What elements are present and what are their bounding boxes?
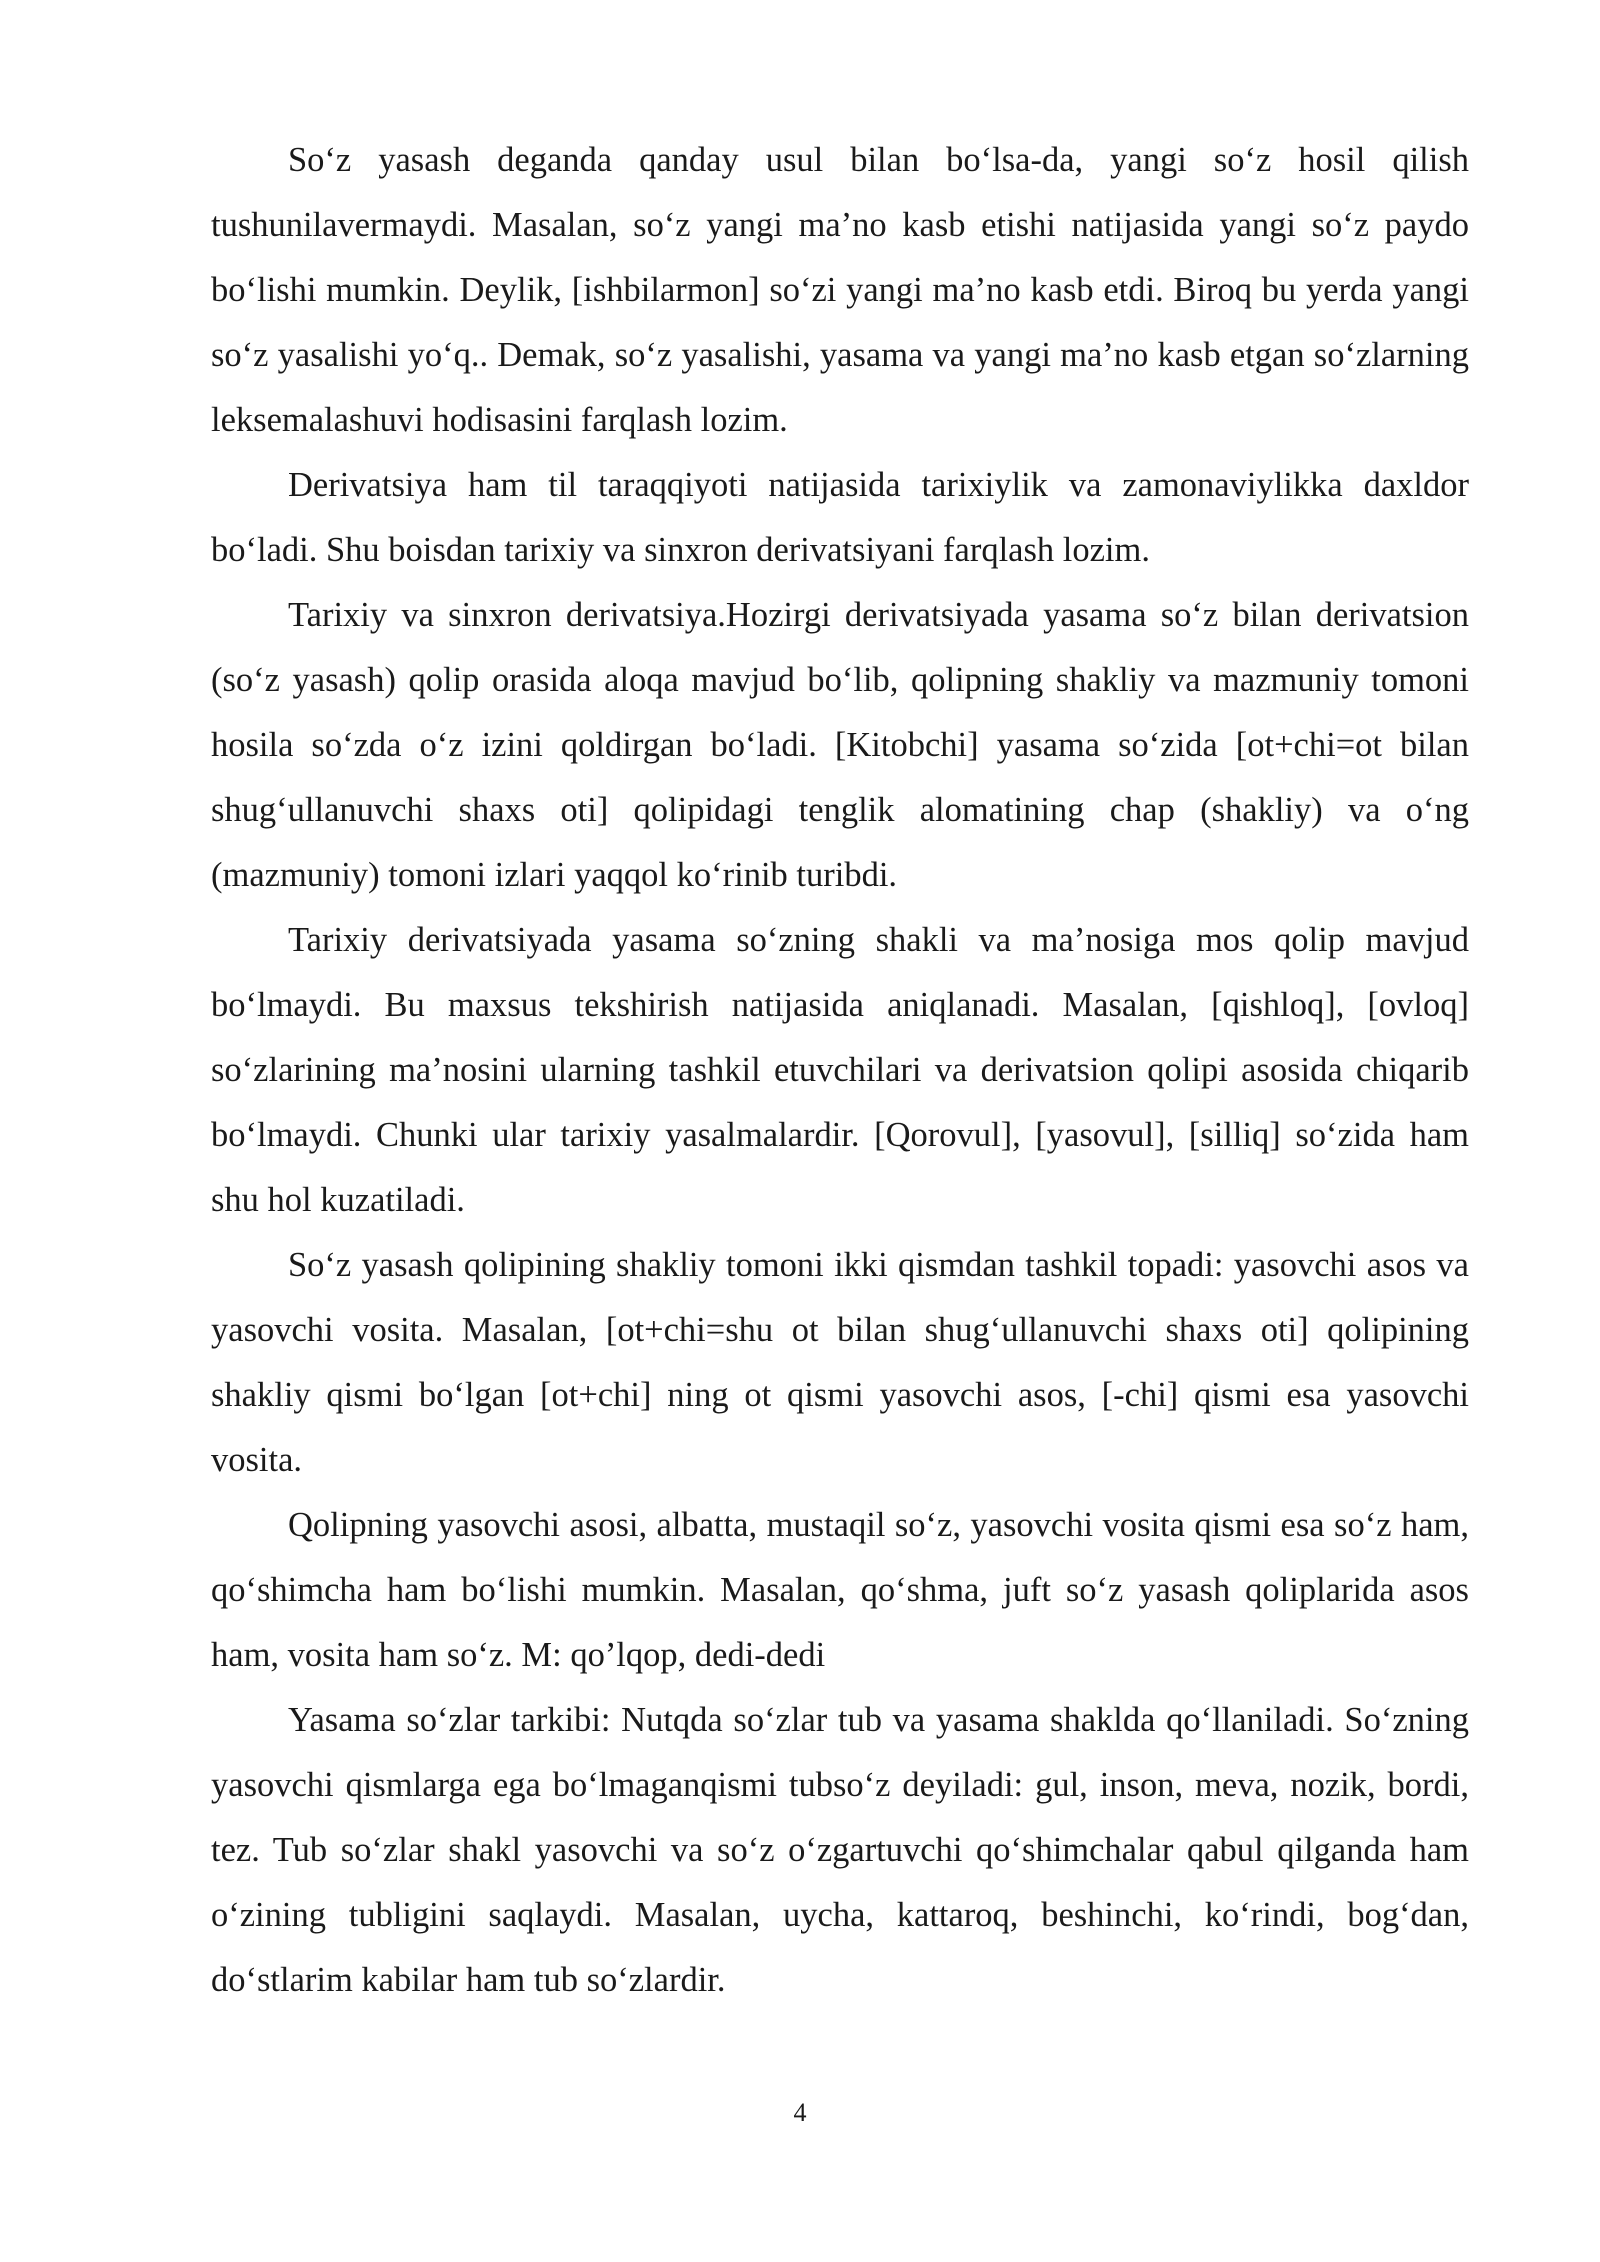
paragraph-1: So‘z yasash deganda qanday usul bilan bo‘lsa-da, yangi so‘z hosil qilish tushunilavermaydi. Masalan, so‘z yangi ma’no kasb etishi natijasida yangi so‘z paydo bo‘lishi mumkin. Deylik, [ishbilarmon] so‘zi yangi ma’no kasb etdi. Biroq bu yerda yangi so‘z yasalishi yo‘q.. Demak, so‘z yasalishi, yasama va yangi ma’no kasb etgan so‘zlarning leksemalashuvi hodisasini farqlash lozim. (211, 141, 1469, 439)
paragraph-3: Tarixiy va sinxron derivatsiya.Hozirgi derivatsiyada yasama so‘z bilan derivatsion (so‘z yasash) qolip orasida aloqa mavjud bo‘lib, qolipning shakliy va mazmuniy tomoni hosila so‘zda o‘z izini qoldirgan bo‘ladi. [Kitobchi] yasama so‘zida [ot+chi=ot bilan shug‘ullanuvchi shaxs oti] qolipidagi tenglik alomatining chap (shakliy) va o‘ng (mazmuniy) tomoni izlari yaqqol ko‘rinib turibdi. (211, 596, 1469, 894)
page-number: 4 (793, 2098, 807, 2127)
body-text (211, 128, 1469, 2013)
paragraph-4: Tarixiy derivatsiyada yasama so‘zning shakli va ma’nosiga mos qolip mavjud bo‘lmaydi. Bu maxsus tekshirish natijasida aniqlanadi. Masalan, [qishloq], [ovloq] so‘zlarining ma’nosini ularning tashkil etuvchilari va derivatsion qolipi asosida chiqarib bo‘lmaydi. Chunki ular tarixiy yasalmalardir. [Qorovul], [yasovul], [silliq] so‘zida ham shu hol kuzatiladi. (211, 921, 1469, 1219)
paragraph-2: Derivatsiya ham til taraqqiyoti natijasida tarixiylik va zamonaviylikka daxldor bo‘ladi. Shu boisdan tarixiy va sinxron derivatsiyani farqlash lozim. (211, 466, 1469, 569)
paragraph-5: So‘z yasash qolipining shakliy tomoni ikki qismdan tashkil topadi: yasovchi asos va yasovchi vosita. Masalan, [ot+chi=shu ot bilan shug‘ullanuvchi shaxs oti] qolipining shakliy qismi bo‘lgan [ot+chi] ning ot qismi yasovchi asos, [-chi] qismi esa yasovchi vosita. (211, 1246, 1469, 1479)
paragraph-6: Qolipning yasovchi asosi, albatta, mustaqil so‘z, yasovchi vosita qismi esa so‘z ham, qo‘shimcha ham bo‘lishi mumkin. Masalan, qo‘shma, juft so‘z yasash qoliplarida asos ham, vosita ham so‘z. M: qo’lqop, dedi-dedi (211, 1506, 1469, 1674)
paragraph-7: Yasama so‘zlar tarkibi: Nutqda so‘zlar tub va yasama shaklda qo‘llaniladi. So‘zning yasovchi qismlarga ega bo‘lmaganqismi tubso‘z deyiladi: gul, inson, meva, nozik, bordi, tez. Tub so‘zlar shakl yasovchi va so‘z o‘zgartuvchi qo‘shimchalar qabul qilganda ham o‘zining tubligini saqlaydi. Masalan, uycha, kattaroq, beshinchi, ko‘rindi, bog‘dan, do‘stlarim kabilar ham tub so‘zlardir. (211, 1701, 1469, 1999)
